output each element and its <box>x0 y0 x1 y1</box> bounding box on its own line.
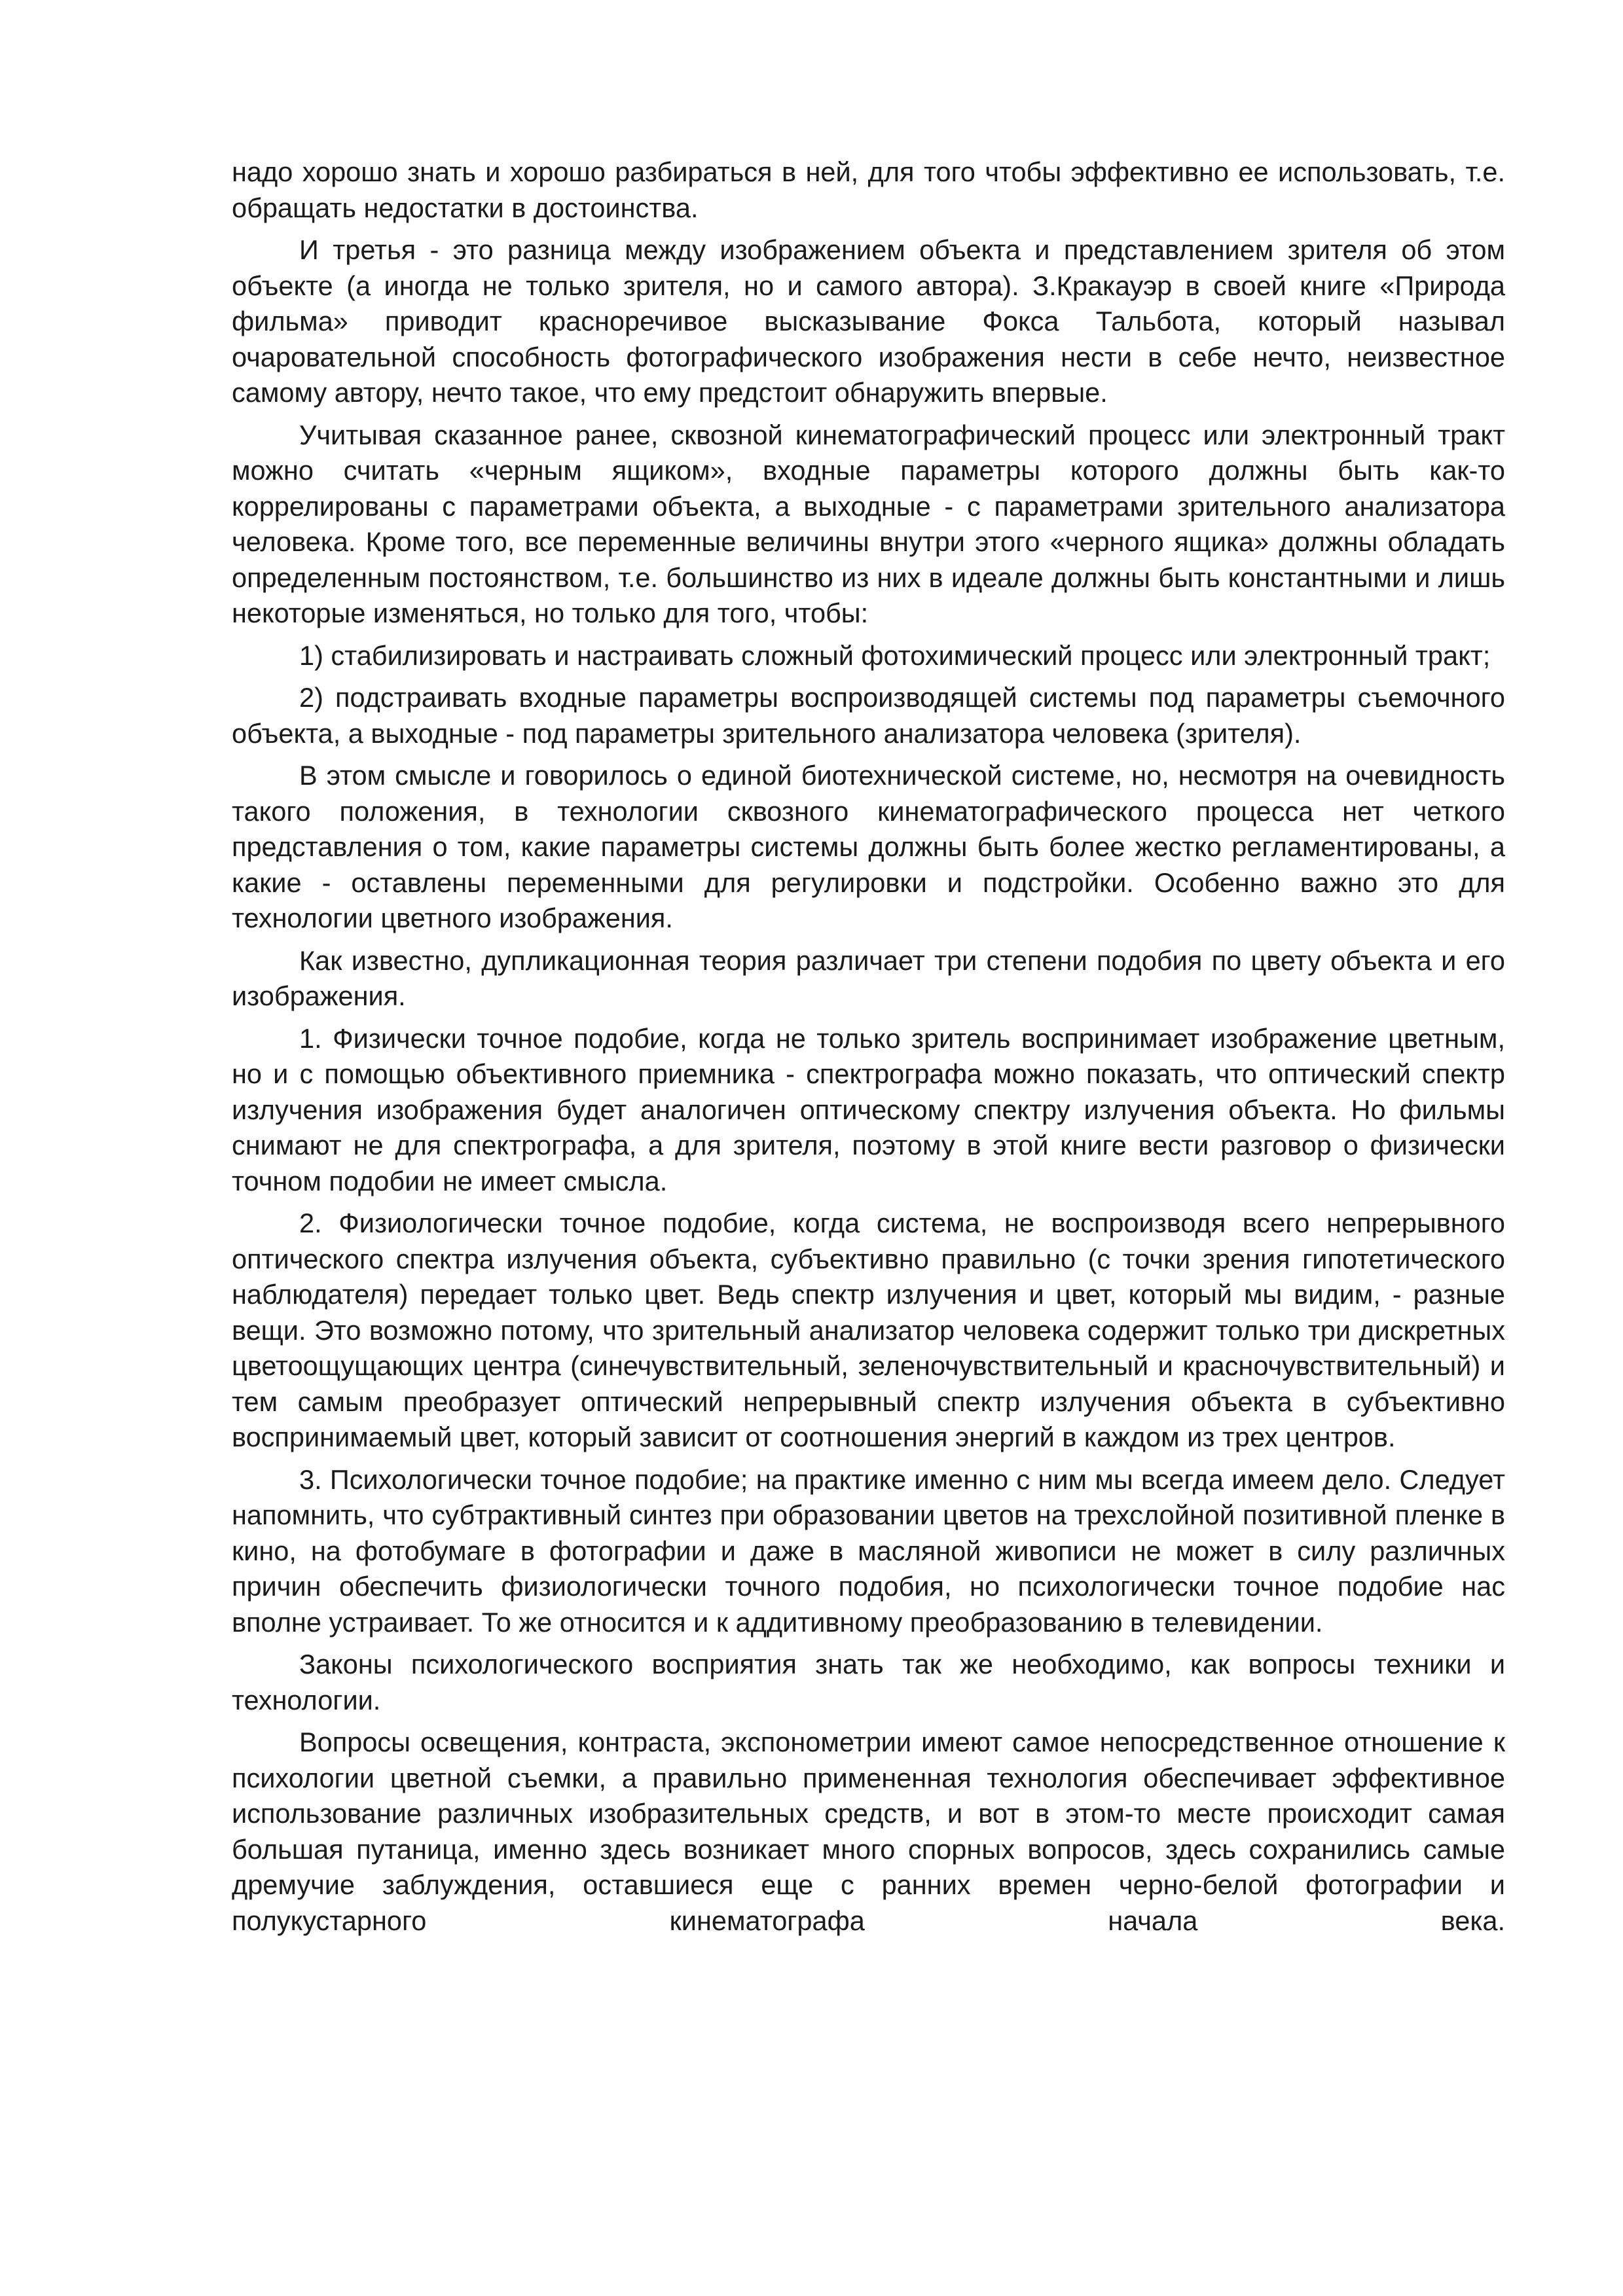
list-item-stabilize: 1) стабилизировать и настраивать сложный фотохимический процесс или электронный тракт; <box>299 639 1491 671</box>
paragraph-physiological-similarity: 2. Физиологически точное подобие, когда система, не воспроизводя всего непрерывного оптического спектра излучения объекта, субъективно правильно (с точки зрения гипотетического наблюдателя) передает только цвет. Ведь спектр излучения и цвет, который мы видим, - разные вещи. Это возможно потому, что зрительный анализатор человека содержит только три дискретных цветоощущающих центра (синечувствительный, зеленочувствительный и красночувствительный) и тем самым преобразует оптический непрерывный спектр излучения объекта в субъективно воспринимаемый цвет, который зависит от соотношения энергий в каждом из трех центров. <box>232 1208 1505 1452</box>
paragraph-physical-similarity: 1. Физически точное подобие, когда не только зритель воспринимает изображение цветным, но и с помощью объективного приемника - спектрографа можно показать, что оптический спектр излучения изображения будет аналогичен оптическому спектру излучения объекта. Но фильмы снимают не для спектрографа, а для зрителя, поэтому в этой книге вести разговор о физически точном подобии не имеет смысла. <box>232 1022 1505 1196</box>
paragraph-black-box: Учитывая сказанное ранее, сквозной кинематографический процесс или электронный тракт можно считать «черным ящиком», входные параметры которого должны быть как-то коррелированы с параметрами объекта, а выходные - с параметрами зрительного анализатора человека. Кроме того, все переменные величины внутри этого «черного ящика» должны обладать определенным постоянством, т.е. большинство из них в идеале должны быть константными и лишь некоторые изменяться, но только для того, чтобы: <box>232 419 1505 628</box>
list-item-adjust: 2) подстраивать входные параметры воспроизводящей системы под параметры съемочного объекта, а выходные - под параметры зрительного анализатора человека (зрителя). <box>232 682 1505 749</box>
paragraph-duplication-theory: Как известно, дупликационная теория различает три степени подобия по цвету объекта и его изображения. <box>232 944 1505 1011</box>
paragraph-perception-laws: Законы психологического восприятия знать так же необходимо, как вопросы техники и технологии. <box>232 1649 1505 1715</box>
paragraph-continuation: надо хорошо знать и хорошо разбираться в ней, для того чтобы эффективно ее использовать, т.е. обращать недостатки в достоинства. <box>232 156 1505 223</box>
paragraph-lighting-questions: Вопросы освещения, контраста, экспонометрии имеют самое непосредственное отношение к психологии цветной съемки, а правильно примененная технология обеспечивает эффективное использование различных изобразительных средств, и вот в этом-то месте происходит самая большая путаница, именно здесь возникает много спорных вопросов, здесь сохранились самые дремучие заблуждения, оставшиеся еще с ранних времен черно-белой фотографии и полукустарного кинематографа начала века. <box>232 1727 1505 1936</box>
paragraph-third-difference: И третья - это разница между изображением объекта и представлением зрителя об этом объекте (а иногда не только зрителя, но и самого автора). З.Кракауэр в своей книге «Природа фильма» приводит красноречивое высказывание Фокса Тальбота, который называл очаровательной способность фотографического изображения нести в себе нечто, неизвестное самому автору, нечто такое, что ему предстоит обнаружить впервые. <box>232 234 1505 408</box>
paragraph-biotechnical-system: В этом смысле и говорилось о единой биотехнической системе, но, несмотря на очевидность такого положения, в технологии сквозного кинематографического процесса нет четкого представления о том, какие параметры системы должны быть более жестко регламентированы, а какие - оставлены переменными для регулировки и подстройки. Особенно важно это для технологии цветного изображения. <box>232 760 1505 933</box>
document-page <box>232 154 1505 1945</box>
paragraph-psychological-similarity: 3. Психологически точное подобие; на практике именно с ним мы всегда имеем дело. Следует напомнить, что субтрактивный синтез при образовании цветов на трехслойной позитивной пленке в кино, на фотобумаге в фотографии и даже в масляной живописи не может в силу различных причин обеспечить физиологически точного подобия, но психологически точное подобие нас вполне устраивает. То же относится и к аддитивному преобразованию в телевидении. <box>232 1463 1505 1638</box>
